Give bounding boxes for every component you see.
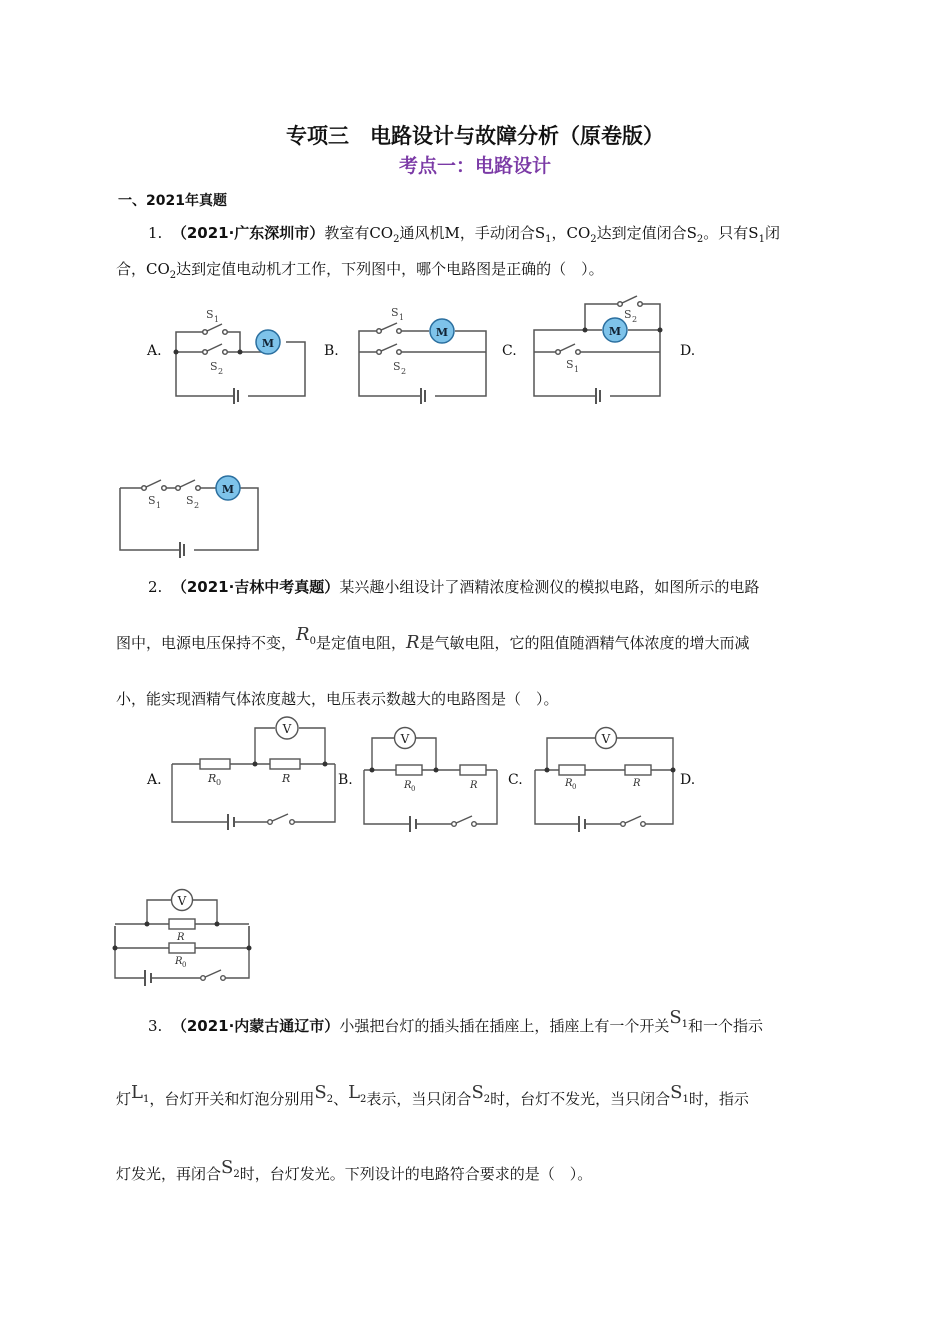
- s2-symbol: S: [221, 1157, 234, 1178]
- q2-text: 图中，电源电压保持不变，: [116, 634, 297, 652]
- q1-circuit-d: [118, 470, 263, 554]
- voltmeter-label: V: [601, 732, 611, 746]
- motor-label: M: [435, 326, 449, 339]
- r0-symbol: R: [296, 624, 310, 645]
- q1-sub: 2: [169, 270, 177, 281]
- q2-text: 小，能实现酒精气体浓度越大，电压表示数越大的电路图是（ ）。: [116, 690, 559, 708]
- switch-label: S: [566, 358, 574, 371]
- switch-label: S: [210, 360, 218, 373]
- q1-circuit-c: [530, 298, 670, 402]
- q2-text: 是定值电阻，: [315, 634, 406, 652]
- switch-index: 2: [401, 367, 407, 376]
- q2-text: 某兴趣小组设计了酒精浓度检测仪的模拟电路，如图所示的电路: [339, 578, 760, 596]
- l2-symbol: L: [348, 1082, 361, 1103]
- q1-circuit-a: [170, 298, 320, 402]
- switch-index: 1: [214, 315, 220, 324]
- l1-symbol: L: [131, 1082, 143, 1103]
- section-heading: 一、2021年真题: [118, 193, 227, 209]
- q1-sub: 1: [545, 234, 552, 245]
- r0-sub-label: 0: [216, 778, 222, 787]
- l2-subscript: 2: [360, 1094, 367, 1105]
- s1-symbol: S: [670, 1082, 683, 1103]
- q1-option-a[interactable]: A.: [147, 343, 162, 359]
- r-label: R: [633, 778, 641, 789]
- s2-symbol: S: [314, 1082, 327, 1103]
- r0-label: R: [404, 780, 412, 791]
- r-label: R: [470, 780, 478, 791]
- s2-subscript: 2: [326, 1094, 334, 1105]
- q2-line-2: [116, 624, 750, 655]
- q2-number: 2.: [148, 578, 163, 596]
- motor-label: M: [261, 337, 275, 350]
- switch-label: S: [148, 494, 156, 507]
- voltmeter-label: V: [177, 894, 187, 908]
- q2-line-3: [116, 688, 559, 709]
- q3-source: （2021·内蒙古通辽市）: [171, 1017, 340, 1035]
- voltmeter-label: V: [282, 722, 292, 736]
- q3-line-2: [116, 1082, 749, 1111]
- q1-text: 达到定值闭合S: [596, 224, 697, 242]
- switch-index: 2: [194, 501, 200, 510]
- q2-option-b[interactable]: B.: [338, 772, 353, 788]
- r0-label: R: [208, 772, 217, 785]
- switch-index: 2: [218, 367, 224, 376]
- l1-subscript: 1: [142, 1094, 150, 1105]
- switch-label: S: [624, 308, 632, 321]
- r-label: R: [282, 772, 291, 785]
- q1-sub: 1: [758, 234, 765, 245]
- q1-text: 达到定值电动机才工作，下列图中，哪个电路图是正确的（ ）。: [176, 260, 604, 278]
- q2-text: 是气敏电阻，它的阻值随酒精气体浓度的增大而减: [419, 634, 750, 652]
- q1-text: 通风机M，手动闭合S: [399, 224, 546, 242]
- switch-index: 2: [632, 315, 638, 324]
- q1-sub: 2: [393, 234, 400, 245]
- q1-line-2: [116, 258, 604, 281]
- q1-sub: 2: [590, 234, 597, 245]
- q3-number: 3.: [148, 1017, 163, 1035]
- q1-option-b[interactable]: B.: [324, 343, 339, 359]
- s1-subscript: 1: [681, 1019, 689, 1030]
- switch-label: S: [206, 308, 214, 321]
- q1-text: 教室有CO: [324, 224, 394, 242]
- q3-text: 和一个指示: [688, 1017, 764, 1035]
- q3-line-3: [116, 1157, 593, 1186]
- q1-text: 合，CO: [116, 260, 170, 278]
- q2-option-d[interactable]: D.: [680, 772, 696, 788]
- q3-text: ，台灯开关和灯泡分别用: [149, 1090, 315, 1108]
- switch-label: S: [391, 306, 399, 319]
- q3-text: 时，台灯发光。下列设计的电路符合要求的是（ ）。: [239, 1165, 593, 1183]
- r0-sub-label: 0: [182, 961, 187, 969]
- q1-option-c[interactable]: C.: [502, 343, 517, 359]
- motor-label: M: [221, 483, 235, 496]
- q1-text: 闭: [764, 224, 780, 242]
- q3-text: 灯发光，再闭合: [116, 1165, 222, 1183]
- q1-text: 。只有S: [703, 224, 759, 242]
- s2-subscript: 2: [483, 1094, 491, 1105]
- q2-circuit-d: [113, 886, 258, 986]
- r0-label: R: [565, 778, 573, 789]
- q1-text: ，CO: [551, 224, 591, 242]
- q1-circuit-b: [355, 298, 495, 402]
- q3-text: 时，台灯不发光，当只闭合: [490, 1090, 671, 1108]
- switch-index: 1: [156, 501, 162, 510]
- q2-line-1: [148, 576, 759, 597]
- q3-text: 表示，当只闭合: [366, 1090, 472, 1108]
- q1-number: 1.: [148, 224, 163, 242]
- q2-option-c[interactable]: C.: [508, 772, 523, 788]
- q1-line-1: [148, 222, 780, 245]
- q2-source: （2021·吉林中考真题）: [171, 578, 340, 596]
- s2-subscript: 2: [233, 1169, 240, 1180]
- q3-text: 时，指示: [688, 1090, 749, 1108]
- page-subtitle: 考点一：电路设计: [398, 155, 551, 177]
- q1-option-d[interactable]: D.: [680, 343, 696, 359]
- switch-index: 1: [574, 365, 580, 374]
- q3-text: 小强把台灯的插头插在插座上，插座上有一个开关: [339, 1017, 670, 1035]
- switch-label: S: [393, 360, 401, 373]
- q3-text: 、: [333, 1090, 349, 1108]
- r-symbol: R: [405, 632, 420, 653]
- r0-label: R: [175, 956, 183, 967]
- q3-line-1: [148, 1007, 764, 1038]
- q1-source: （2021·广东深圳市）: [171, 224, 325, 242]
- r0-sub-label: 0: [411, 785, 416, 793]
- q1-sub: 2: [696, 234, 704, 245]
- motor-label: M: [608, 325, 622, 338]
- r0-sub-label: 0: [572, 783, 577, 791]
- s1-symbol: S: [669, 1007, 682, 1028]
- switch-label: S: [186, 494, 194, 507]
- q2-circuit-a: [170, 716, 340, 828]
- r0-subscript: 0: [309, 636, 316, 647]
- q2-circuit-c: [533, 726, 678, 828]
- r-label: R: [177, 932, 185, 943]
- switch-index: 1: [399, 313, 405, 322]
- q3-text: 灯: [116, 1090, 132, 1108]
- s1-subscript: 1: [682, 1094, 689, 1105]
- q2-circuit-b: [362, 726, 502, 828]
- s2-symbol: S: [471, 1082, 484, 1103]
- voltmeter-label: V: [400, 732, 410, 746]
- q2-option-a[interactable]: A.: [147, 772, 162, 788]
- page-title: 专项三 电路设计与故障分析（原卷版）: [286, 124, 664, 148]
